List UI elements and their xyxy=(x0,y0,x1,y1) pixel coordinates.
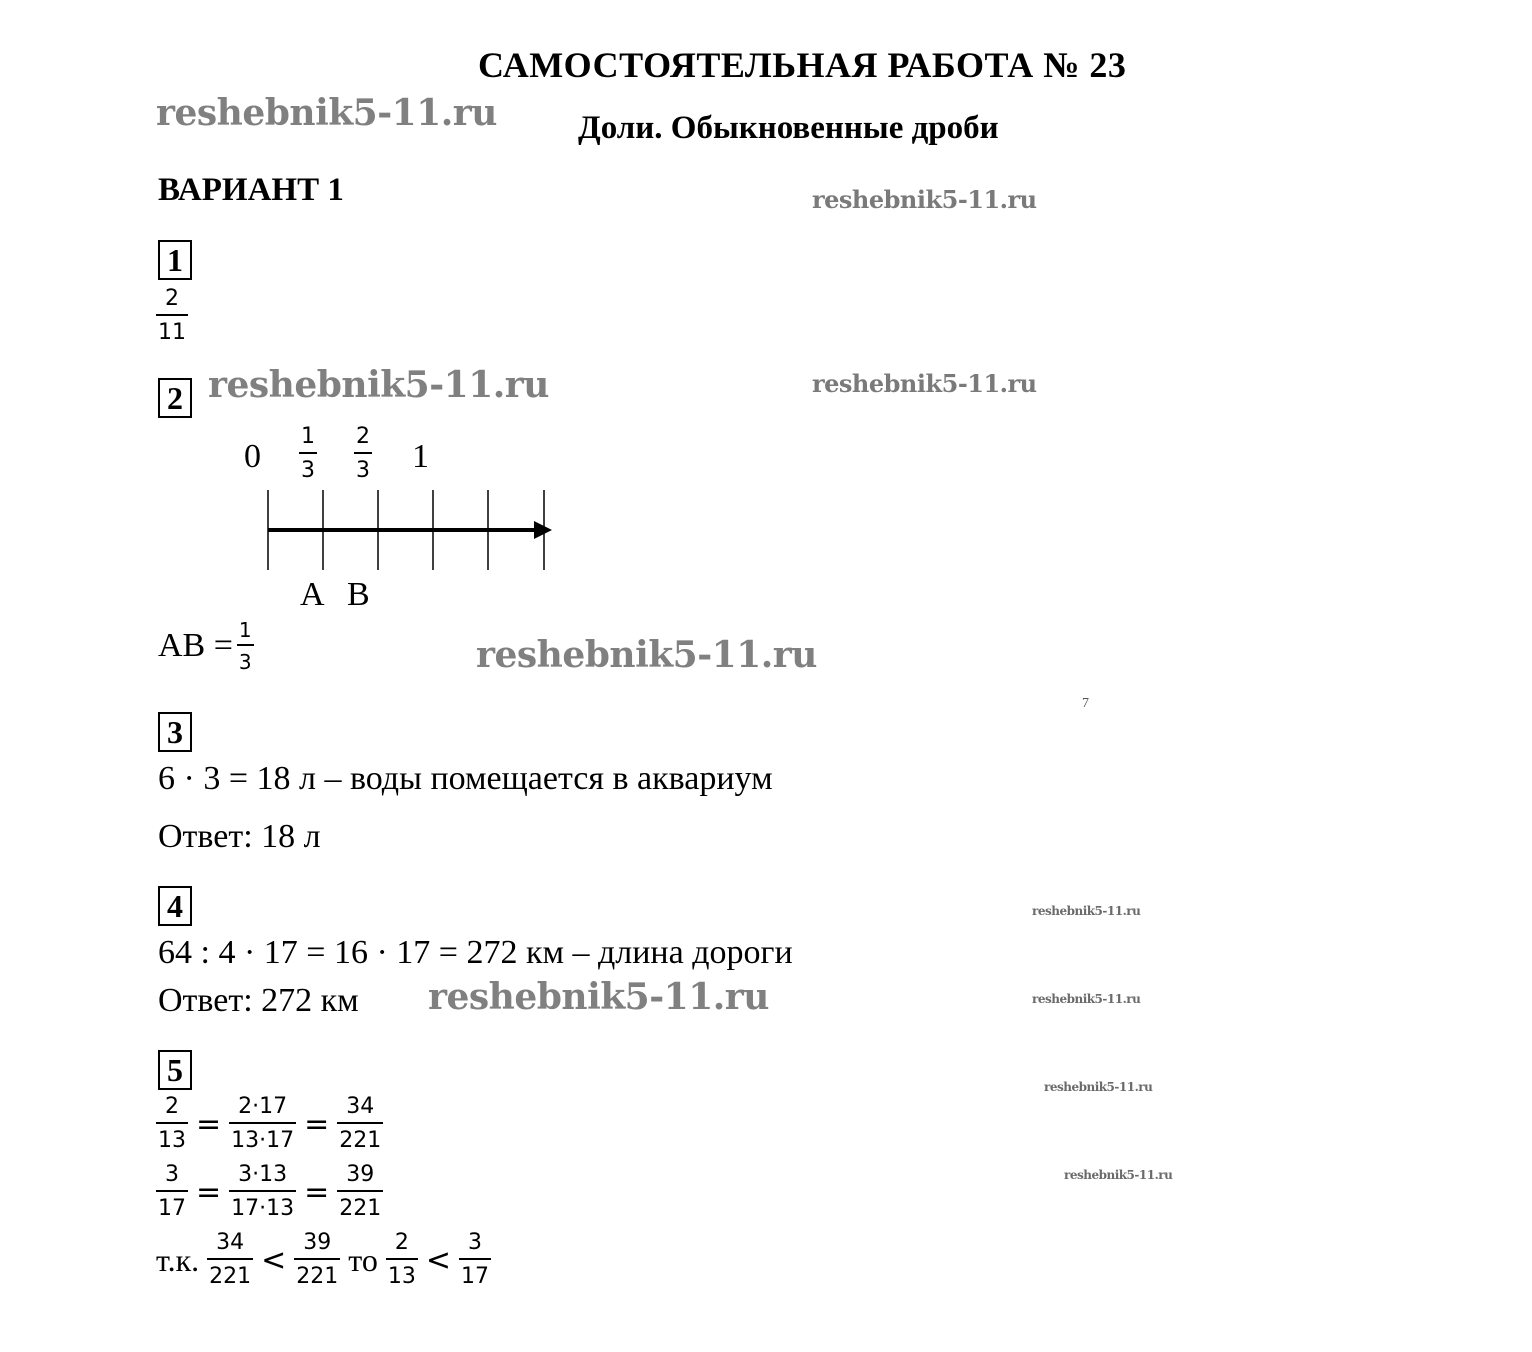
numerator: 2 xyxy=(356,424,370,449)
numerator: 2·17 xyxy=(238,1094,288,1119)
fraction xyxy=(386,1232,418,1288)
numerator: 3·13 xyxy=(238,1162,288,1187)
watermark: reshebnik5-11.ru xyxy=(812,185,1037,214)
watermark: reshebnik5-11.ru xyxy=(1032,904,1141,918)
denominator: 17 xyxy=(460,1264,489,1289)
denominator: 3 xyxy=(238,650,252,674)
fraction xyxy=(229,1164,296,1220)
page-title: САМОСТОЯТЕЛЬНАЯ РАБОТА № 23 xyxy=(478,45,1127,85)
since-word: т.к. xyxy=(156,1241,200,1278)
denominator: 221 xyxy=(339,1128,382,1153)
fraction xyxy=(294,1232,340,1288)
numerator: 3 xyxy=(165,1162,179,1187)
equals-sign: = xyxy=(304,1106,330,1142)
equals-sign: = xyxy=(304,1174,330,1210)
axis-label-one-third xyxy=(299,426,317,482)
then-word: то xyxy=(348,1241,378,1278)
task5-row1 xyxy=(156,1096,383,1152)
denominator: 221 xyxy=(209,1264,252,1289)
denominator: 17 xyxy=(158,1196,186,1221)
numerator: 2 xyxy=(165,286,179,311)
axis-label-zero: 0 xyxy=(244,438,261,475)
watermark: reshebnik5-11.ru xyxy=(812,369,1037,398)
watermark: reshebnik5-11.ru xyxy=(1032,992,1141,1006)
page-subtitle: Доли. Обыкновенные дроби xyxy=(578,110,999,146)
task-number-4: 4 xyxy=(158,886,192,926)
task5-row2 xyxy=(156,1164,383,1220)
fraction xyxy=(156,288,188,344)
denominator: 17·13 xyxy=(231,1196,295,1221)
fraction xyxy=(459,1232,491,1288)
task3-solution: 6 · 3 = 18 л – воды помещается в аквариум xyxy=(158,760,773,797)
equals-sign: = xyxy=(196,1174,222,1210)
fraction xyxy=(229,1096,296,1152)
watermark: reshebnik5-11.ru xyxy=(156,92,497,134)
denominator: 221 xyxy=(339,1196,382,1221)
axis-label-one: 1 xyxy=(412,438,429,475)
fraction xyxy=(156,1164,188,1220)
ab-label: AB = xyxy=(158,627,233,664)
less-than-sign: < xyxy=(425,1242,451,1278)
task4-solution: 64 : 4 · 17 = 16 · 17 = 272 км – длина дороги xyxy=(158,934,793,971)
equals-sign: = xyxy=(196,1106,222,1142)
task1-answer xyxy=(156,288,188,344)
watermark: reshebnik5-11.ru xyxy=(428,976,769,1018)
denominator: 11 xyxy=(158,320,186,345)
task3-answer: Ответ: 18 л xyxy=(158,818,321,855)
less-than-sign: < xyxy=(261,1242,287,1278)
variant-heading: ВАРИАНТ 1 xyxy=(158,172,344,208)
task-number-2: 2 xyxy=(158,378,192,418)
fraction xyxy=(337,1164,383,1220)
task-number-5: 5 xyxy=(158,1050,192,1090)
numerator: 39 xyxy=(303,1230,332,1255)
numerator: 34 xyxy=(216,1230,245,1255)
watermark: reshebnik5-11.ru xyxy=(476,634,817,676)
point-b: B xyxy=(347,576,370,613)
numerator: 2 xyxy=(165,1094,179,1119)
denominator: 13 xyxy=(387,1264,416,1289)
numerator: 34 xyxy=(346,1094,375,1119)
arrow-head-icon xyxy=(534,521,552,539)
axis-label-two-thirds xyxy=(354,426,372,482)
denominator: 13·17 xyxy=(231,1128,295,1153)
watermark: reshebnik5-11.ru xyxy=(1064,1168,1173,1182)
number-line xyxy=(260,486,560,576)
fraction xyxy=(337,1096,383,1152)
task5-conclusion xyxy=(156,1232,491,1288)
numerator: 2 xyxy=(394,1230,409,1255)
numerator: 1 xyxy=(238,618,252,642)
fraction xyxy=(207,1232,253,1288)
watermark: reshebnik5-11.ru xyxy=(208,364,549,406)
stray-mark: 7 xyxy=(1082,696,1089,711)
denominator: 13 xyxy=(158,1128,186,1153)
denominator: 3 xyxy=(301,458,315,483)
task-number-3: 3 xyxy=(158,712,192,752)
numerator: 3 xyxy=(467,1230,482,1255)
numerator: 1 xyxy=(301,424,315,449)
fraction xyxy=(237,620,254,672)
denominator: 221 xyxy=(296,1264,339,1289)
point-a: A xyxy=(300,576,325,613)
task-number-1: 1 xyxy=(158,240,192,280)
fraction xyxy=(156,1096,188,1152)
task2-result xyxy=(158,620,254,672)
task4-answer: Ответ: 272 км xyxy=(158,982,359,1019)
numerator: 39 xyxy=(346,1162,375,1187)
denominator: 3 xyxy=(356,458,370,483)
watermark: reshebnik5-11.ru xyxy=(1044,1080,1153,1094)
